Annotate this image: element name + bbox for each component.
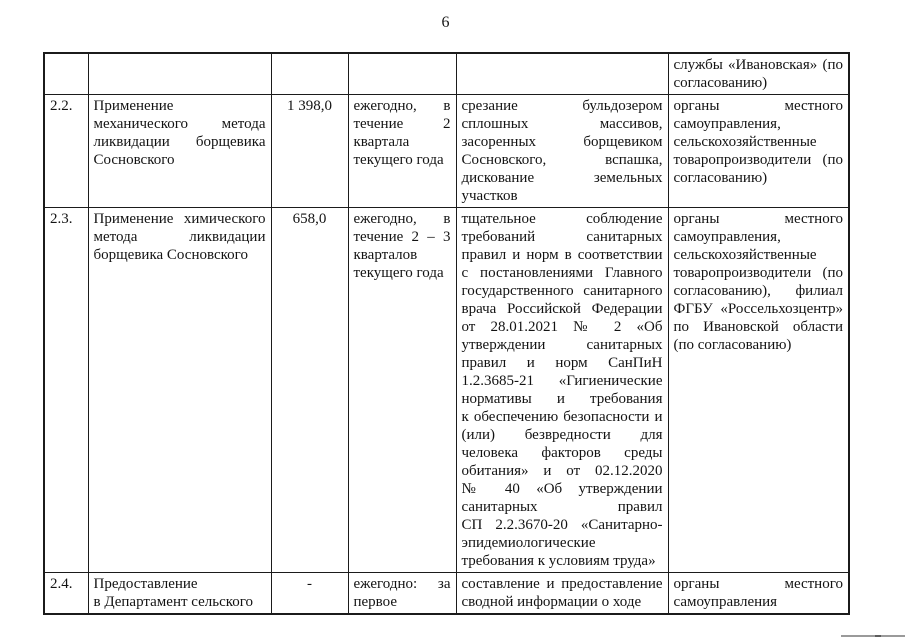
cell-activity: Применение механического метода ликвидации борщевика Сосновского (88, 95, 271, 208)
cell-timing: ежегодно, в течение 2 квартала текущего года (348, 95, 456, 208)
page-number: 6 (441, 14, 450, 31)
cell-responsible: органы местного самоуправления, сельскохозяйственные товаропроизводители (по согласованию) (668, 95, 849, 208)
cell-action (456, 53, 668, 95)
table-row-2-3 (44, 208, 849, 573)
cell-row-number: 2.3. (44, 208, 88, 573)
cell-timing: ежегодно, в течение 2 – 3 кварталов текущего года (348, 208, 456, 573)
cell-amount: 1 398,0 (271, 95, 348, 208)
cell-action: срезание бульдозером сплошных массивов, засоренных борщевиком Сосновского, вспашка, дискование земельных участков (456, 95, 668, 208)
cell-amount (271, 53, 348, 95)
table-row-2-4 (44, 573, 849, 615)
table-row-continuation (44, 53, 849, 95)
cell-timing (348, 53, 456, 95)
cell-responsible: органы местного самоуправления (668, 573, 849, 615)
cell-timing: ежегодно: за первое (348, 573, 456, 615)
cell-responsible: службы «Ивановская» (по согласованию) (668, 53, 849, 95)
cell-amount: 658,0 (271, 208, 348, 573)
cell-activity: Предоставление в Департамент сельского (88, 573, 271, 615)
cell-amount: - (271, 573, 348, 615)
cell-activity (88, 53, 271, 95)
table-row-2-2 (44, 95, 849, 208)
cell-activity: Применение химического метода ликвидации борщевика Сосновского (88, 208, 271, 573)
cell-responsible: органы местного самоуправления, сельскохозяйственные товаропроизводители (по согласованию), филиал ФГБУ «Россельхозцентр» по Ивановской области (по согласованию) (668, 208, 849, 573)
cell-row-number (44, 53, 88, 95)
cell-row-number: 2.2. (44, 95, 88, 208)
activities-table (43, 52, 850, 615)
cell-action: составление и предоставление сводной информации о ходе (456, 573, 668, 615)
cell-row-number: 2.4. (44, 573, 88, 615)
scan-artifact-line (841, 635, 905, 637)
cell-action: тщательное соблюдение требований санитарных правил и норм в соответствии с постановлениями Главного государственного санитарного врача Российской Федерации от 28.01.2021 № 2 «Об утверждении санитарных правил и норм СанПиН 1.2.3685-21 «Гигиенические нормативы и требования к обеспечению безопасности и (или) безвредности для человека факторов среды обитания» и от 02.12.2020 № 40 «Об утверждении санитарных правил СП 2.2.3670-20 «Санитарно-эпидемиологические требования к условиям труда» (456, 208, 668, 573)
